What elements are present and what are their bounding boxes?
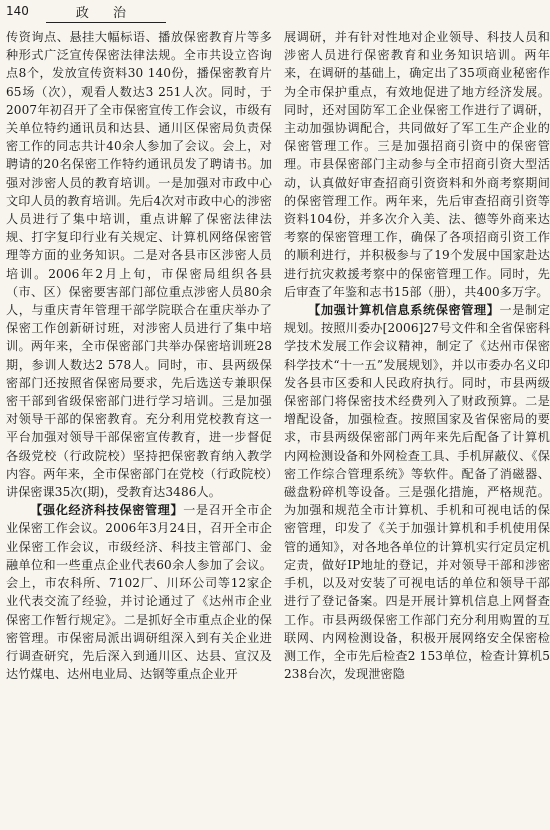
body-paragraph: 传资询点、悬挂大幅标语、播放保密教育片等多种形式广泛宣传保密法律法规。全市共设立咨询点8个，发放宣传资料30 140份，播保密教育片65场（次），观看人数达3 251人次。同时，于2007年初召开了全市保密宣传工作会议，市级有关单位特约通讯员和达县、通川区保密局负责保密工作的同志共计40余人参加了会议。会上，对聘请的20名保密工作特约通讯员发了聘请书。加强对涉密人员的教育培训。一是加强对市政中心文印人员的教育培训。先后4次对市政中心的涉密人员进行了集中培训，重点讲解了保密法律法规、打字复印行业有关规定、计算机网络保密管理等方面的业务知识。二是对各县市区涉密人员培训。2006年2月上旬，市保密局组织各县（市、区）保密要害部门部位重点涉密人员80余人，与重庆青年管理干部学院联合在重庆举办了保密工作创新研讨班，对涉密人员进行了集中培训。两年来，全市保密部门共举办保密培训班28期，参训人数达2 578人。同时，市、县两级保密部门还按照省保密局要求，先后选送专兼职保密干部到省级保密部门进行学习培训。三是加强对领导干部的保密教育。充分利用党校教育这一平台加强对领导干部保密宣传教育，进一步督促各级党校（行政院校）坚持把保密教育纳入教学内容。两年来，全市保密部门在党校（行政院校）讲保密课35次(期)，受教育达3486人。 [6,30,272,500]
right-column [284,28,550,828]
body-paragraph: 展调研，并有针对性地对企业领导、科技人员和涉密人员进行保密教育和业务知识培训。两年来，在调研的基础上，确定出了35项商业秘密作为全市保护重点，有效地促进了地方经济发展。同时，还对国防军工企业保密工作进行了调研，主动加强协调配合，共同做好了军工生产企业的保密管理工作。三是加强招商引资中的保密管理。市县保密部门主动参与全市招商引资大型活动，认真做好审查招商引资资料和外商考察期间的保密管理工作。两年来，先后审查招商引资等资料104份，并多次介入美、法、德等外商来达考察的保密管理工作，确保了各项招商引资工作的顺利进行，并积极参与了19个发展中国家赴达进行抗灾救援考察中的保密管理工作。同时，先后审查了年鉴和志书15部（册），共400多万字。 [284,30,550,299]
paragraph-text: 一是召开全市企业保密工作会议。2006年3月24日，召开全市企业保密工作会议，市级经济、科技主管部门、金融单位和一些重点企业代表60余人参加了会议。会上，市农科所、7102厂、川环公司等12家企业代表交流了经验，并讨论通过了《达州市企业保密工作暂行规定》。二是抓好全市重点企业的保密管理。市保密局派出调研组深入到有关企业进行调查研究，先后深入到通川区、达县、宣汉及达竹煤电、达州电业局、达钢等重点企业开 [6,503,272,682]
page-header [6,2,546,22]
body-paragraph [6,501,272,683]
subsection-heading: 【加强计算机信息系统保密管理】 [308,303,500,318]
paragraph-text: 一是制定规划。按照川委办[2006]27号文件和全省保密科学技术发展工作会议精神，制定了《达州市保密科学技术“十一五”发展规划》，并以市委办名义印发各县市区委和人民政府执行。同时，市县两级保密部门将保密技术经费列入了财政预算。二是增配设备，加强检查。按照国家及省保密局的要求，市县两级保密部门两年来先后配备了计算机内网检测设备和外网检查工具、手机屏蔽仪、《保密工作综合管理系统》等软件。配备了消磁器、磁盘粉碎机等设备。三是强化措施，严格规范。为加强和规范全市计算机、手机和可视电话的保密管理，印发了《关于加强计算机和手机使用保管的通知》，对各地各单位的计算机实行定员定机定责，做好IP地址的登记，并对领导干部和涉密手机，以及对安装了可视电话的单位和领导干部进行了登记备案。四是开展计算机信息上网督查工作。市县两级保密工作部门充分利用购置的互联网、内网检测设备，积极开展网络安全保密检测工作，全市先后检查2 153单位，检查计算机5 238台次，发现泄密隐 [284,303,550,682]
section-title: 政 治 [46,2,166,23]
subsection-heading: 【强化经济科技保密管理】 [30,503,184,518]
left-column [6,28,272,828]
page-number: 140 [6,4,29,18]
body-paragraph [284,301,550,683]
